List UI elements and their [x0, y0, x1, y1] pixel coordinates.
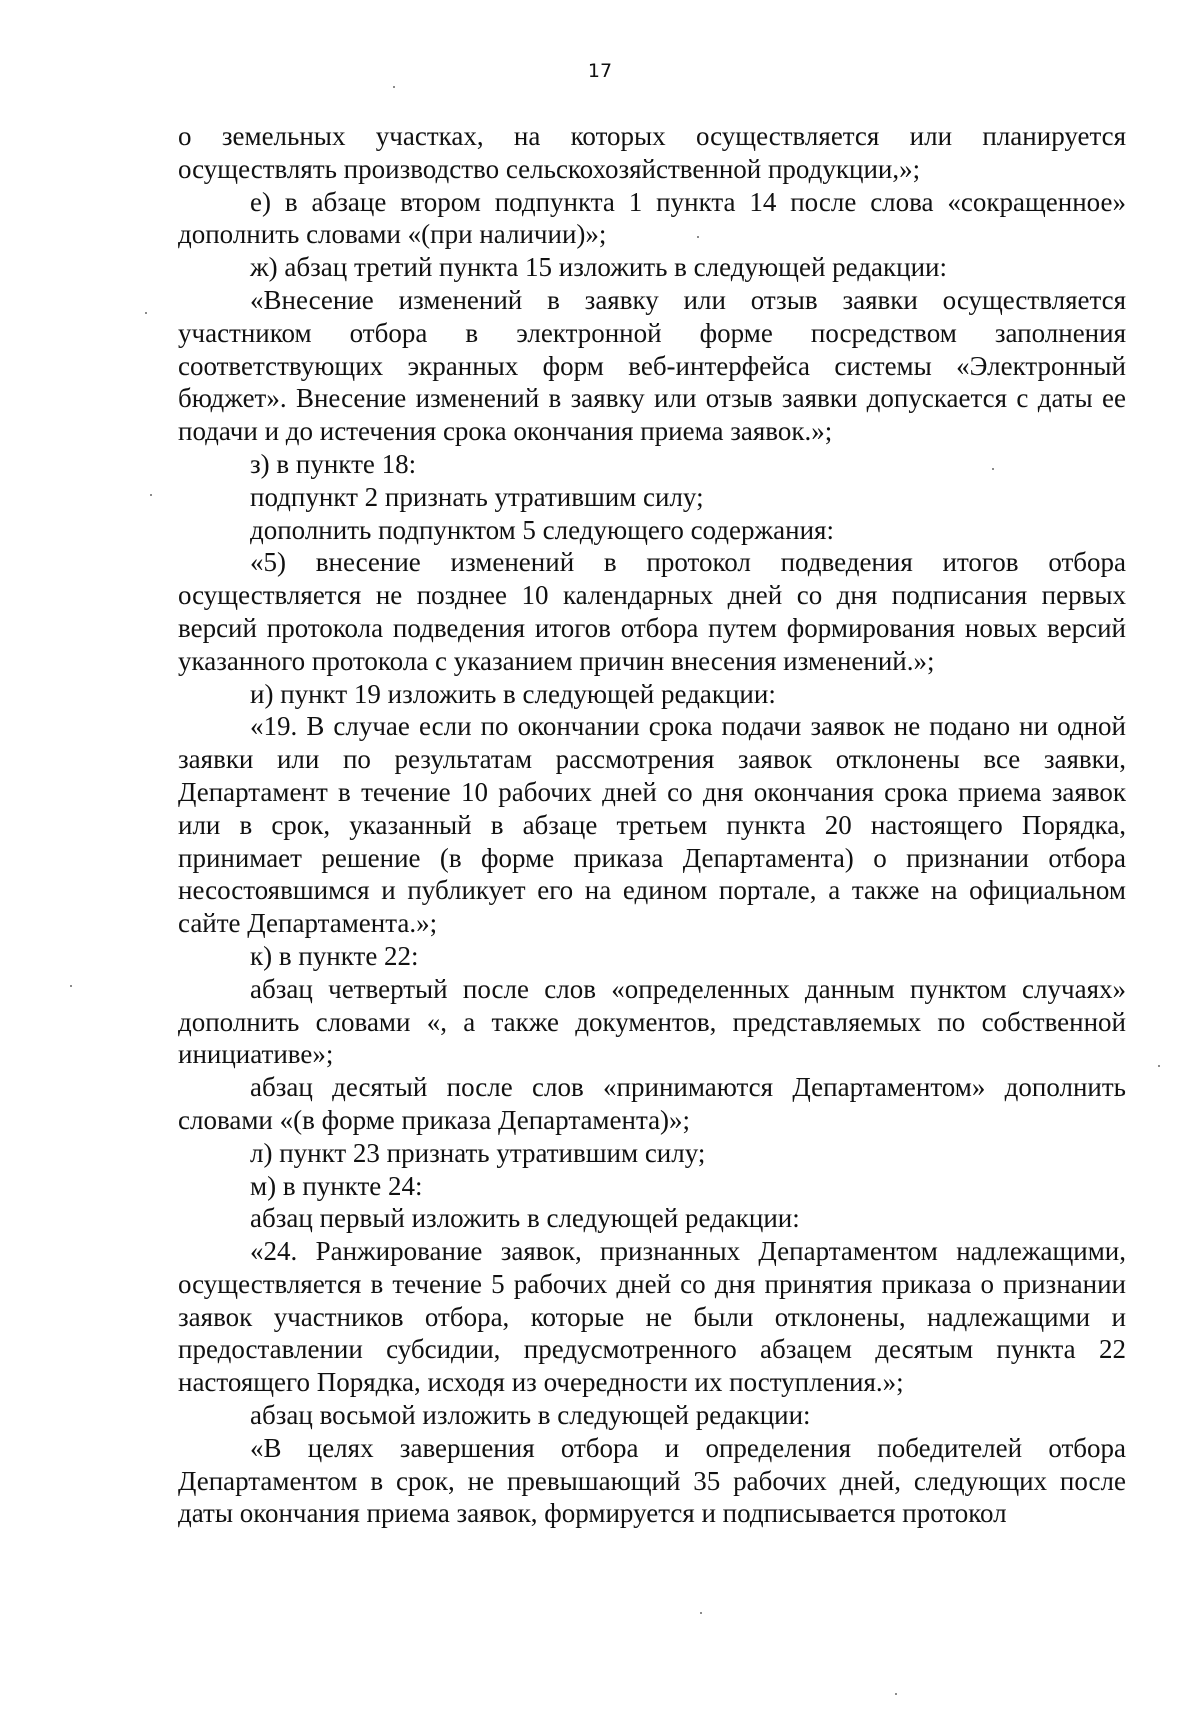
scan-speck — [992, 468, 994, 470]
document-paragraph: подпункт 2 признать утратившим силу; — [250, 481, 704, 512]
document-paragraph: абзац первый изложить в следующей редакции: — [250, 1203, 800, 1234]
scan-speck — [150, 494, 152, 496]
document-paragraph: о земельных участках, на которых осуществляется или планируется осуществлять производство сельскохозяйственной продукции,»; — [178, 121, 1126, 184]
scan-speck — [700, 1612, 702, 1614]
document-paragraph: «5) внесение изменений в протокол подведения итогов отбора осуществляется не позднее 10 календарных дней со дня подписания первых версий протокола подведения итогов отбора путем формирования новых версий указанного протокола с указанием причин внесения изменений.»; — [178, 547, 1126, 676]
document-paragraph: «24. Ранжирование заявок, признанных Департаментом надлежащими, осуществляется в течение 5 рабочих дней со дня принятия приказа о признании заявок участников отбора, которые не были отклонены, надлежащими и предоставлении субсидии, предусмотренного абзацем десятым пункта 22 настоящего Порядка, исходя из очередности их поступления.»; — [178, 1236, 1126, 1398]
scan-speck — [70, 985, 72, 987]
document-paragraph: ж) абзац третий пункта 15 изложить в следующей редакции: — [250, 252, 947, 283]
document-paragraph: м) в пункте 24: — [250, 1170, 423, 1201]
scan-speck — [895, 1693, 897, 1695]
scan-speck — [1158, 1065, 1160, 1067]
document-body — [178, 120, 1126, 1530]
scan-speck — [393, 86, 395, 88]
document-paragraph: дополнить подпунктом 5 следующего содержания: — [250, 514, 834, 545]
scan-speck — [697, 236, 699, 238]
document-paragraph: «Внесение изменений в заявку или отзыв заявки осуществляется участником отбора в электронной форме посредством заполнения соответствующих экранных форм веб-интерфейса системы «Электронный бюджет». Внесение изменений в заявку или отзыв заявки допускается с даты ее подачи и до истечения срока окончания приема заявок.»; — [178, 284, 1126, 447]
document-paragraph: «В целях завершения отбора и определения победителей отбора Департаментом в срок, не превышающий 35 рабочих дней, следующих после даты окончания приема заявок, формируется и подписывается протокол — [178, 1432, 1126, 1529]
document-paragraph: абзац восьмой изложить в следующей редакции: — [250, 1400, 811, 1431]
document-paragraph: «19. В случае если по окончании срока подачи заявок не подано ни одной заявки или по результатам рассмотрения заявок отклонены все заявки, Департамент в течение 10 рабочих дней со дня окончания срока приема заявок или в срок, указанный в абзаце третьем пункта 20 настоящего Порядка, принимает решение (в форме приказа Департамента) о признании отбора несостоявшимся и публикует его на едином портале, а также на официальном сайте Департамента.»; — [178, 711, 1126, 939]
document-paragraph: з) в пункте 18: — [250, 448, 417, 479]
document-paragraph: и) пункт 19 изложить в следующей редакции: — [250, 678, 776, 709]
document-paragraph: е) в абзаце втором подпункта 1 пункта 14 после слова «сокращенное» дополнить словами «(при наличии)»; — [178, 186, 1126, 250]
document-paragraph: абзац четвертый после слов «определенных данным пунктом случаях» дополнить словами «, а также документов, представляемых по собственной инициативе»; — [178, 973, 1126, 1070]
scan-speck — [145, 312, 147, 314]
page-number: 17 — [587, 60, 613, 82]
document-paragraph: к) в пункте 22: — [250, 940, 419, 971]
document-paragraph: абзац десятый после слов «принимаются Департаментом» дополнить словами «(в форме приказа Департамента)»; — [178, 1072, 1126, 1135]
document-paragraph: л) пункт 23 признать утратившим силу; — [250, 1137, 706, 1168]
